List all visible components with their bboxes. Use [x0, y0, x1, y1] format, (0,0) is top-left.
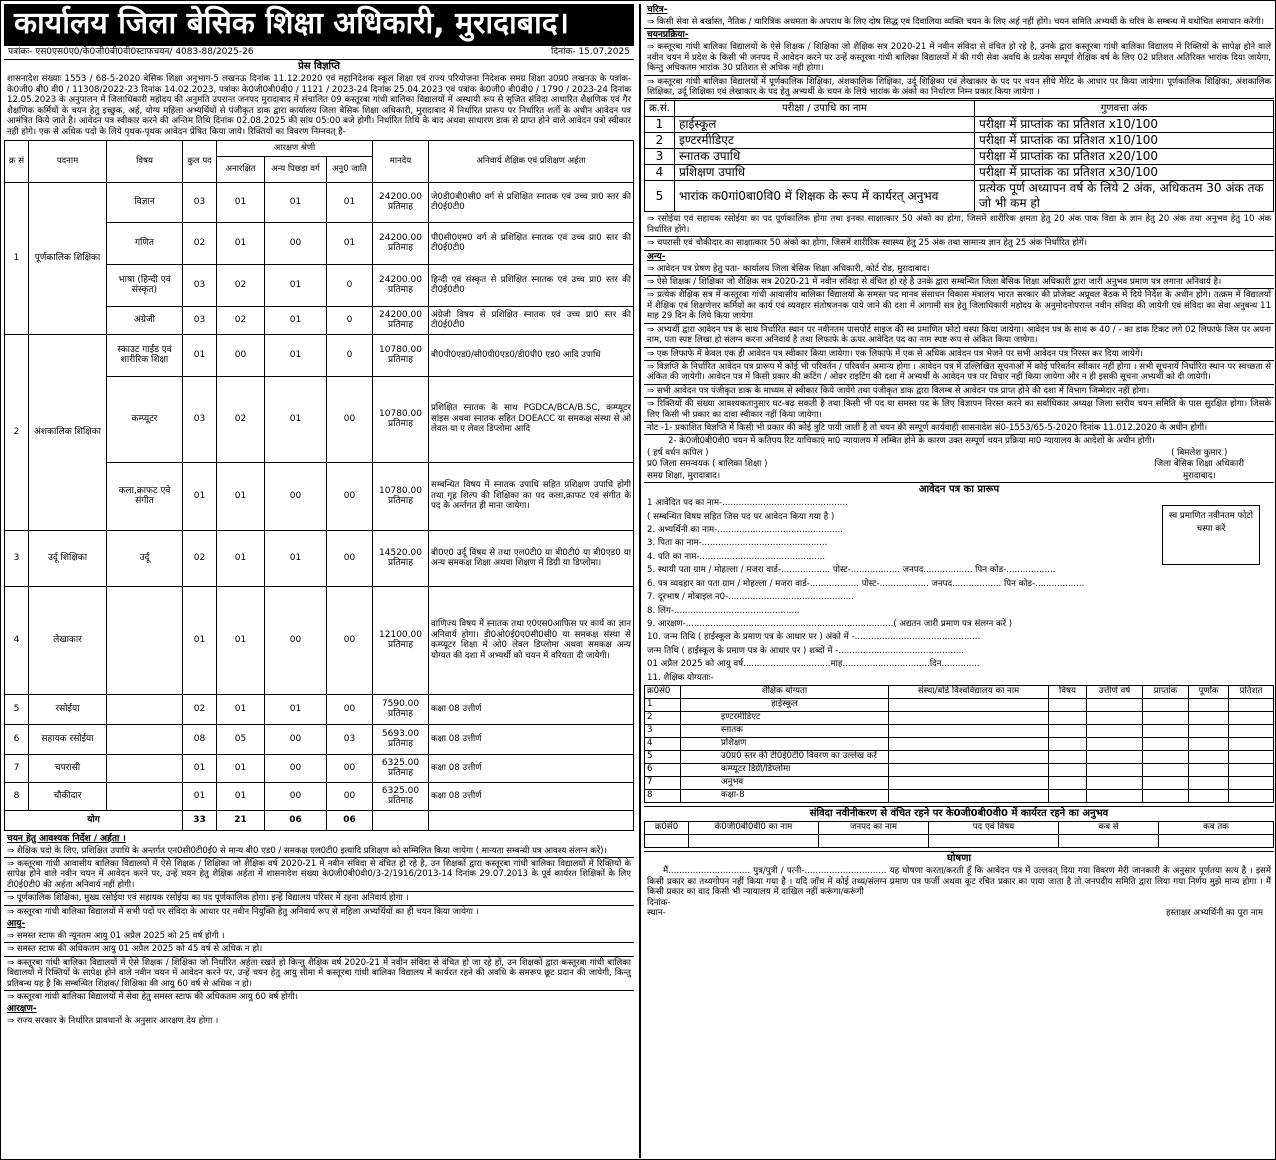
row-sc: 00: [327, 694, 373, 724]
section-heading: आरक्षण-: [7, 1004, 37, 1015]
row-post: लेखाकार: [29, 586, 107, 694]
table-row: [645, 834, 1274, 847]
list-item: ⇒ चपरासी एवं चौकीदार का साक्षात्कार 50 अंको का होगा, जिसमें शारीरिक स्वास्थ्य हेतु 25 अंक तथा सामान्य ज्ञान हेतु 25 अंक निर्धारित होगें।: [644, 237, 1274, 250]
row-pay: 24200.00 प्रतिमाह: [373, 306, 429, 334]
row-sn: 1: [645, 698, 681, 711]
row-marks: परीक्षा में प्राप्तांक का प्रतिशत x10/100: [975, 133, 1274, 149]
row-sc: 01: [327, 182, 373, 222]
row-obc: 00: [265, 724, 327, 754]
table-row: [5, 334, 634, 376]
form-line: 4. पति का नाम-..............................................: [647, 551, 826, 562]
form-line: 8. लिंग-..............................................: [647, 605, 800, 616]
total-obc: 06: [265, 810, 327, 830]
row-total: 03: [183, 264, 217, 306]
row-obc: 01: [265, 530, 327, 586]
row-sn: 1: [645, 117, 675, 133]
row-sc: 00: [327, 462, 373, 530]
col-header: जनपद का नाम: [819, 821, 929, 834]
row-sn: 4: [5, 586, 29, 694]
row-subject: स्काउट गाईड एवं शारीरिक शिक्षा: [107, 334, 183, 376]
row-sn: 4: [645, 165, 675, 181]
experience-table: [644, 821, 1274, 848]
table-row: [5, 530, 634, 586]
row-obc: 00: [265, 222, 327, 264]
signature-designation: प्र0 जिला समन्वयक ( बालिका शिक्षा ): [647, 459, 768, 470]
row-general: 01: [217, 182, 265, 222]
row-qualification: अंग्रेजी विषय से प्रशिक्षित स्नातक एवं उच्च प्रा0 स्तर की टी0ई0टी0: [429, 306, 634, 334]
row-sn: 2: [645, 711, 681, 724]
total-sc: 06: [327, 810, 373, 830]
row-sc: 00: [327, 530, 373, 586]
row-subject: अंग्रेजी: [107, 306, 183, 334]
reference-line: [4, 46, 634, 60]
row-pay: 6325.00 प्रतिमाह: [373, 782, 429, 810]
table-row: [5, 782, 634, 810]
signature-office: समग्र शिक्षा, मुरादाबाद।: [647, 470, 721, 481]
row-subject: कम्प्यूटर: [107, 376, 183, 462]
col-header: उत्तीर्ण वर्ष: [1087, 685, 1143, 698]
total-posts: 33: [183, 810, 217, 830]
signature-office: मुरादाबाद।: [1182, 470, 1216, 481]
section-heading: आयु-: [7, 919, 26, 929]
row-qualification: प्रशिक्षित स्नातक के साथ PGDCA/BCA/B.SC, कम्प्यूटर सांइस अथवा स्नातक सहित DOEACC या समकक्ष संस्था से ओ लेवल या ए लेवल डिप्लोमा आदि: [429, 376, 634, 462]
col-header: कब तक: [1159, 821, 1274, 834]
list-item: ⇒ रिक्तियों की संख्या आवश्यकतानुसार घट-बढ़ सकती है तथा किसी भी पद या समस्त पद के लिए विज्ञापन निरस्त करने का सर्वाधिकार अध्यक्ष जिला स्तरीय चयन समिति के पास सुरक्षित होगा। जिसके लिए किसी भी प्रकार का दावा स्वीकार नहीं किया जायेगा।: [644, 398, 1274, 422]
row-total: 01: [183, 334, 217, 376]
row-pay: 24200.00 प्रतिमाह: [373, 264, 429, 306]
row-sn: 3: [5, 530, 29, 586]
row-sn: 5: [645, 750, 681, 763]
row-exam: प्रशिक्षण उपाधि: [675, 165, 975, 181]
table-row: [645, 165, 1274, 181]
total-label: योग: [5, 810, 183, 830]
table-row: [5, 586, 634, 694]
row-sn: 7: [5, 754, 29, 782]
row-sc: 0: [327, 306, 373, 334]
col-header: पद एवं विषय: [929, 821, 1059, 834]
row-qualification: सम्बन्धित विषय में स्नातक उपाधि सहित प्रशिक्षण उपाधि होगी तथा गृह शिल्प की शिक्षिका का पद कला,क्राफट एवं संगीत के पद के अर्न्तगत ही माना जायेगा।: [429, 462, 634, 530]
photo-box: स्व प्रमाणित नवीनतम फोटो चस्पा करें: [1162, 505, 1260, 565]
list-item: ⇒ कस्तूरबा गांधी बालिका विद्यालयों में पूर्णकालिक शिक्षिका, अंशकालिक शिक्षिका, उर्दू शिक्षिका एवं लेखाकार के पद पर चयन सीधे मैरिट के आधार पर किया जायेगा। पूर्णकालिक शिक्षिका, अंशकालिक शिक्षिका, उर्दू शिक्षिका एवं लेखाकार के पद हेतु अभ्यर्थी के चयन के लिये भारांक के अंको का निर्धारण निम्न प्रकार किया जायेगा ।: [644, 76, 1274, 100]
form-line: 6. पत्र व्यवहार का पता ग्राम / मोहल्ला / मजरा वार्ड-.................. पोस्ट-.................. जनपद.................. पिन कोड-..................: [647, 578, 1085, 589]
list-item: ⇒ कस्तूरबा गांधी बालिका विद्यालयों में सेवा हेतु समस्त स्टाफ की अधिकतम आयु 60 वर्ष होगी।: [7, 992, 298, 1003]
row-sc: 0: [327, 334, 373, 376]
total-row: [5, 810, 634, 830]
row-pay: 10780.00 प्रतिमाह: [373, 462, 429, 530]
signature-name: ( हर्ष वर्धन कपिल ): [647, 447, 709, 458]
row-obc: 01: [265, 334, 327, 376]
row-post: चपरासी: [29, 754, 107, 782]
table-row: [645, 776, 1274, 789]
row-pay: 24200.00 प्रतिमाह: [373, 182, 429, 222]
row-pay: 24200.00 प्रतिमाह: [373, 222, 429, 264]
list-item: ⇒ कस्तूरबा गांधी बालिका विद्यालयों के ऐसे शिक्षक / शिक्षिका जो शैक्षिक सत्र 2020-21 में नवीन संविदा से वंचित हो रहे है, उनके द्वारा कस्तूरबा गांधी बालिका विद्यालय में रिक्तियों के सापेक्ष होने वाले नवीन चयन में प्रदेश के किसी भी जनपद में आवेदन करने पर उन्हें कस्तूरबा गांधी बालिका विद्यालयों में की गयी सेवा अवधि के प्रत्येक सम्पूर्ण शैक्षिक वर्ष के लिए 02 प्रतिशत अतिरिक्त भारांक दिया जायेगा, किन्तु अधिकतम भारांक 30 प्रतिशत से अधिक नही होगा।: [644, 41, 1274, 75]
declaration-place: स्थान-: [647, 908, 666, 919]
row-subject: [107, 586, 183, 694]
col-header: के0जी0बी0वी0 का नाम: [689, 821, 819, 834]
row-qualification: अनुभव: [681, 776, 889, 789]
intro-paragraph: शासनादेश संख्याः 1553 / 68-5-2020 बेसिक शिक्षा अनुभाग-5 लखनऊ दिनांक 11.12.2020 एवं महानिदेशक स्कूल शिक्षा एवं राज्य परियोजना निदेशक समग्र शिक्षा उ0प्र0 लखनऊ के पत्रांक- के0जी0 बी0 वी0 / 11308/2022-23 दिनांक 14.02.2023, पत्रांकः के0जी0बी0वी0 / 1121 / 2023-24 दिनांक 25.04.2023 एवं पत्रांक के0जी0 बी0वी0 / 1790 / 2023-24 दिनांक 12.05.2023 के अनुपालन में जिलाधिकारी महोदय की अनुमति उपरान्त जनपद मुरादाबाद में संचालित 09 कस्तूरबा गांधी बालिका विद्यालयों में अस्थायी रूप से सृजित संविदा आधारित शैक्षणिक एवं गैर शैक्षणिक कर्मियों के चयन हेतु इच्छुक, अर्ह, योग्य महिला अभ्यर्थियों से पंजीकृत डाक द्वारा कार्यालय जिला बेसिक शिक्षा अधिकारी, मुरादाबाद में निर्धारित प्रारूप पर निर्धारित शर्तो के अधीन आवेदन पत्र आमंत्रित किये जाते है। आवेदन पत्र स्वीकार करने की अन्तिम तिथि दिनांक 02.08.2025 की सांय 05:00 बजे होगी। निर्धारित तिथि के बाद अथवा साधारण डाक से प्राप्त होने वाले आवेदन पत्रो स्वीकार नही होगे। एक से अधिक पदो के लिये पृथक-पृथक आवेदन प्रेषित किया जाये। रिक्तियों का विवरण निम्नवत् है-: [7, 74, 631, 137]
col-header: पूर्णांक: [1189, 685, 1229, 698]
qualification-table: [644, 685, 1274, 803]
row-total: 03: [183, 306, 217, 334]
list-item: ⇒ पूर्णकालिक शिक्षिका, मुख्य रसोईया एवं सहायक रसोईया का पद पूर्णकालिक होगा। इन्हें विद्यालय परिसर में रहना अनिवार्य होगा ।: [4, 892, 634, 905]
row-sn: 5: [645, 181, 675, 212]
section-heading: चयनप्रक्रिया-: [647, 30, 689, 41]
right-column: [639, 4, 1274, 1158]
row-post: उर्दू शिक्षिका: [29, 530, 107, 586]
table-row: [645, 698, 1274, 711]
row-general: 01: [217, 462, 265, 530]
col-header: प्रतिशत: [1229, 685, 1274, 698]
row-sn: 3: [645, 724, 681, 737]
press-release-title: प्रेस विज्ञप्ति: [298, 61, 340, 72]
row-qualification: कक्षा 08 उत्तीर्ण: [429, 694, 634, 724]
row-qualification: हिन्दी एवं संस्कृत से प्रशिक्षित स्नातक एवं उच्च प्रा0 स्तर की टी0ई0टी0: [429, 264, 634, 306]
row-total: 01: [183, 462, 217, 530]
list-item: ⇒ एक लिफाफे में केवल एक ही आवेदन पत्र स्वीकार किया जायेगा। एक लिफाफे में एक से अधिक आवेदन पत्र भेजने पर सभी आवेदन पत्र निरस्त कर दिया जायेगें।: [644, 348, 1274, 361]
col-pay: मानदेय: [373, 140, 429, 182]
list-item: ⇒ आवेदन पत्र प्रेषण हेतु पता- कार्यालय जिला बेसिक शिक्षा अधिकारी, कोर्ट रोड, मुरादाबाद।: [644, 263, 1274, 276]
row-qualification: कक्षा 08 उत्तीर्ण: [429, 782, 634, 810]
row-sn: 8: [5, 782, 29, 810]
table-row: [645, 133, 1274, 149]
row-post: चौकीदार: [29, 782, 107, 810]
row-qualification: कक्षा 08 उत्तीर्ण: [429, 724, 634, 754]
instructions-list: [4, 845, 634, 918]
row-pay: 10780.00 प्रतिमाह: [373, 376, 429, 462]
merit-table: [644, 100, 1274, 212]
col-header: विषय: [1049, 685, 1087, 698]
table-row: [645, 685, 1274, 698]
row-sn: 6: [645, 763, 681, 776]
table-row: [645, 724, 1274, 737]
table-row: [645, 737, 1274, 750]
row-qualification: वाणिज्य विषय में स्नातक तथा ए0एस0आफिस पर कार्य का ज्ञान अनिवार्य होगा। डी0ओ0ई0ए0सी0सी0 या समकक्ष संस्था से कम्प्यूटर शिक्षा में ओ0 लेवल डिप्लोमा अथवा समकक्ष अन्य योग्यत की दशा में अभ्यर्थी को चयन में वरियता दी जायेगी।: [429, 586, 634, 694]
letter-number: पत्रांकः- एस0एस0ए0/के0जी0बी0वी0स्टाफचयन/ 4083-88/2025-26: [8, 47, 254, 57]
row-qualification: कक्षा 08 उत्तीर्ण: [429, 754, 634, 782]
row-subject: [107, 724, 183, 754]
signature-designation: जिला बेसिक शिक्षा अधिकारी: [1154, 459, 1244, 470]
table-row: [645, 821, 1274, 834]
table-row: [645, 750, 1274, 763]
signature-left: [647, 448, 767, 483]
table-row: [5, 694, 634, 724]
form-line: 9. आरक्षण-............................................................................( अद्यतन जारी प्रमाण पत्र संलग्न करें ): [647, 618, 1013, 629]
row-sn: 2: [5, 334, 29, 530]
form-line: 10. जन्म तिथि ( हाईस्कूल के प्रमाण पत्र के आधार पर ) अंको में -..............................................: [647, 632, 981, 643]
form-line: 1 आवेदित पद का नाम-..............................................: [647, 498, 848, 509]
list-item: ⇒ समस्त स्टाफ की अधिकतम आयु 01 अप्रैल 2025 को 45 वर्ष से अधिक न हो।: [4, 943, 634, 956]
row-subject: कला,क्राफट एवे संगीत: [107, 462, 183, 530]
row-post: सहायक रसोईया: [29, 724, 107, 754]
row-subject: [107, 754, 183, 782]
row-sn: 5: [5, 694, 29, 724]
row-total: 03: [183, 376, 217, 462]
row-qualification: बी0पी0एड0/सी0पी0एड0/डी0पी0 एड0 आदि उपाधि: [429, 334, 634, 376]
col-exam: परीक्षा / उपाधि का नाम: [675, 101, 975, 117]
note-1: नोट -1- प्रकाशित विज्ञप्ति में किसी भी प्रकार की कोई त्रुटि पायी जाती है तो चयन की सम्पूर्ण कार्यवाही शासनादेश सं0-1553/65-5-2020 दिनांक 11.012.2020 के अधीन होगी।: [644, 422, 1274, 435]
left-column: [4, 4, 634, 1158]
list-item: ⇒ सभी आवेदन पत्र पंजीकृत डाक के माध्यम से स्वीकार किये जायेंगे तथा पंजीकृत डाक द्वारा विलम्ब से आवेदन पत्र प्राप्त होने की दशा में विभाग जिम्मेदार नहीं होगा।: [644, 385, 1274, 398]
section-heading: चरित्र-: [647, 5, 668, 15]
row-pay: 6325.00 प्रतिमाह: [373, 754, 429, 782]
form-line: जन्म तिथि ( हाईस्कूल के प्रमाण पत्र के आधार पर ) शब्दों में -..............................................: [647, 645, 964, 656]
row-qualification: जे0डी0बी0सी0 वर्ग से प्रशिक्षित स्नातक एवं उच्च प्रा0 स्तर की टी0ई0टी0: [429, 182, 634, 222]
row-marks: परीक्षा में प्राप्तांक का प्रतिशत x10/100: [975, 117, 1274, 133]
row-sc: 00: [327, 376, 373, 462]
row-general: 01: [217, 586, 265, 694]
list-item: ⇒ प्रत्येक शैक्षिक सत्र में कस्तूरबा गांधी आवासीय बालिका विद्यालयों के समस्त पद मानव संसाधन विकास मंत्रालय भारत सरकार की प्रोजेक्ट अप्रूवल बैठक में दिये निर्देश के अधीन होंगे। तत्क्रम में विद्यालयों में शैक्षिक एवं शिक्षणेत्तर कर्मियों का कार्य एवं व्यवहार संतोषजनक पाये जाने की दशा में आगामी सत्र हेतु जिलाधिकारी महोदय के अनुमोदनोपरान्त नवीन संविदा की जायेगी एवं संविदा का सेवा अनुबन्ध 11 माह 29 दिन के लिये किया जायेगा: [644, 289, 1274, 323]
row-obc: 01: [265, 264, 327, 306]
col-obc: अन्य पिछड़ा वर्ग: [265, 156, 327, 182]
section-heading: अन्य-: [647, 251, 666, 262]
col-subject: विषय: [107, 140, 183, 182]
row-total: 01: [183, 754, 217, 782]
row-sn: 2: [645, 133, 675, 149]
row-obc: 00: [265, 782, 327, 810]
col-header: प्राप्तांक: [1143, 685, 1189, 698]
experience-title: संविदा नवीनीकरण से वंचित रहने पर के0जी0बी0वी0 में कार्यरत रहने का अनुभव: [644, 806, 1274, 821]
col-header: कब से: [1059, 821, 1159, 834]
row-post: पूर्णकालिक शिक्षिका: [29, 182, 107, 334]
declaration-title: घोषणा: [644, 851, 1274, 866]
row-obc: 00: [265, 462, 327, 530]
declaration-text: मैं.............................. पुत्र/पुत्री / पत्नी-.............................. यह घोषणा करता/करती हूँ कि आवेदन पत्र में उल्लवत् दिया गया विवरण मेरी जानकारी के अनुसार पूर्णतया सत्य है । इसमें किसी प्रकार का तथ्यगोपन नहीं किया गया है । यदि जॉच में कोई तथ्य/संलग्न प्रमाण पत्र फर्जी अथवा कूट रचित प्रकार का पाया जाता है तो जनपदीय समिति द्वारा लिया गया निर्णय मुझे मान्य होगा । मैं किसी प्रकार का वाद किसी भी न्यायालय में दाखिल नहीं करूंगा/करूंगी: [647, 865, 1271, 898]
list-item: ⇒ समस्त स्टाफ की न्यूनतम आयु 01 अप्रैल 2025 को 25 वर्ष होगी ।: [4, 930, 634, 943]
table-row: [5, 754, 634, 782]
table-row: [5, 182, 634, 222]
list-item: ⇒ रसोईया एवं सहायक रसोईया का पद पूर्णकालिक होगा तथा इनका साक्षात्कार 50 अंको का होगा, जिसमें शारीरिक क्षमता हेतु 20 अंक पाक विद्या के ज्ञान हेतु 20 अंक तथा अनुभव हेतु 10 अंक निर्धारित होंगे।: [644, 213, 1274, 237]
col-header: संस्था/बोर्ड विश्वविद्यालय का नाम: [889, 685, 1049, 698]
form-line: ( सम्बन्धित विषय सहित जिस पद पर आवेदन किया गया है ): [647, 511, 835, 522]
row-general: 02: [217, 376, 265, 462]
row-qualification: पी0सी0एम0 वर्ग से प्रशिक्षित स्नातक एवं उच्च प्रा0 स्तर की टी0ई0टी0: [429, 222, 634, 264]
col-sn: क्र.सं.: [645, 101, 675, 117]
form-line: 2. अभ्यर्थिनी का नाम-..............................................: [647, 525, 843, 536]
list-item: ⇒ अभ्यर्थी द्वारा आवेदन पत्र के साथ निर्धारित स्थान पर नवीनतम पासपोर्ट साइज की स्व प्रमाणित फोटो चस्पा किया जायेगा। आवेदन पत्र के साथ रू 40 / - का डाक टिकट लगे 02 लिफाफे जिस पर अपना नाम, पता स्पष्ट लिखा हो संलग्न करना अनिवार्य है तथा लिफाफे के ऊपर आवेदित पद का नाम स्पष्ट रूप से अंकित किया जायेगा।: [644, 324, 1274, 348]
table-row: [645, 711, 1274, 724]
table-row: [645, 181, 1274, 212]
row-subject: उर्दू: [107, 530, 183, 586]
form-line: 7. दूरभाष / मोबाइल न0-..............................................: [647, 592, 854, 603]
row-total: 02: [183, 530, 217, 586]
row-total: 01: [183, 586, 217, 694]
row-marks: परीक्षा में प्राप्तांक का प्रतिशत x20/100: [975, 149, 1274, 165]
list-item: ⇒ राज्य सरकार के निर्धारित प्रावधानों के अनुसार आरक्षण देय होगा ।: [7, 1016, 219, 1027]
form-line: 11. शैक्षिक योग्यताः-: [647, 672, 714, 683]
col-sc: अनु0 जाति: [327, 156, 373, 182]
row-general: 02: [217, 306, 265, 334]
col-header: क्र0सं0: [645, 821, 689, 834]
col-general: अनारक्षित: [217, 156, 265, 182]
row-post: अंशकालिक शिक्षिका: [29, 334, 107, 530]
row-subject: गणित: [107, 222, 183, 264]
col-qualification: अनिवार्य शैक्षिक एवं प्रशिक्षण अर्हता: [429, 140, 634, 182]
row-qualification: उ0प्र0 स्तर की टी0ई0टी0 विवरण का उल्लेख करें: [681, 750, 889, 763]
row-sn: 6: [5, 724, 29, 754]
vacancy-table: [4, 140, 634, 831]
col-sn: क्र सं: [5, 140, 29, 182]
row-exam: स्नातक उपाधि: [675, 149, 975, 165]
row-qualification: हाईस्कूल: [681, 698, 889, 711]
row-total: 01: [183, 782, 217, 810]
form-line: 5. स्थायी पता ग्राम / मोहल्ला / मजरा वार्ड-.................. पोस्ट-.................. जनपद.................. पिन कोड-..................: [647, 565, 1056, 576]
row-sn: 1: [5, 182, 29, 334]
selection-instructions: [4, 833, 634, 1028]
form-title: आवेदन पत्र का प्रारूप: [918, 484, 1000, 496]
table-row: [5, 724, 634, 754]
letter-date: दिनांक- 15.07.2025: [551, 47, 630, 57]
list-item: ⇒ शैक्षिक पदो के लिए, प्रशिक्षित उपाधि के अन्तर्गत एन0सी0टी0ई0 से मान्य बी0 एड0 / समकक्ष एल0टी0 इत्यादि प्रशिक्षण को सम्मिलित किया जायेगा ( मान्यता सम्बन्धी पत्र आवश्य संलग्न करें)।: [4, 845, 634, 858]
row-exam: हाईस्कूल: [675, 117, 975, 133]
office-title: कार्यालय जिला बेसिक शिक्षा अधिकारी, मुरादाबाद।: [4, 4, 634, 46]
row-pay: 14520.00 प्रतिमाह: [373, 530, 429, 586]
row-marks: परीक्षा में प्राप्तांक का प्रतिशत x30/100: [975, 165, 1274, 181]
row-sn: 4: [645, 737, 681, 750]
list-item: ⇒ ऐसे शिक्षक / शिक्षिका जो शैक्षिक सत्र 2020-21 में नवीन संविदा से वंचित हो रहे है उनके द्वारा सम्बन्धित जिला बेसिक शिक्षा अधिकारी द्वारा जारी अनुभव प्रमाण पत्र लगाना अनिवार्य है।: [644, 276, 1274, 289]
list-item: ⇒ कस्तूरबा गांधी बालिका विद्यालयों में सभी पदों पर संविदा के आधार पर नवीन नियुक्ति हेतु अनिवार्य रूप से महिला अभ्यर्थियों का ही चयन किया जायेगा ।: [7, 906, 479, 917]
col-marks: गुणवत्ता अंक: [975, 101, 1274, 117]
row-total: 02: [183, 694, 217, 724]
row-post: रसोईया: [29, 694, 107, 724]
row-pay: 7590.00 प्रतिमाह: [373, 694, 429, 724]
row-total: 08: [183, 724, 217, 754]
row-exam: भारांक क0गां0बा0वि0 में शिक्षक के रूप में कार्यरत् अनुभव: [675, 181, 975, 212]
row-pay: 10780.00 प्रतिमाह: [373, 334, 429, 376]
row-marks: प्रत्येक पूर्ण अध्यापन वर्ष के लिये 2 अंक, अधिकतम 30 अंक तक जो भी कम हो: [975, 181, 1274, 212]
col-header: क्र0सं0: [645, 685, 681, 698]
row-sc: 01: [327, 222, 373, 264]
row-obc: 01: [265, 376, 327, 462]
table-row: [645, 101, 1274, 117]
row-sc: 00: [327, 782, 373, 810]
row-total: 03: [183, 182, 217, 222]
table-row: [645, 117, 1274, 133]
table-row: [645, 149, 1274, 165]
row-pay: 5693.00 प्रतिमाह: [373, 724, 429, 754]
row-sn: 8: [645, 789, 681, 802]
row-general: 01: [217, 694, 265, 724]
row-qualification: इण्टरमीडिएट: [681, 711, 889, 724]
application-form: [644, 482, 1274, 919]
row-sc: 03: [327, 724, 373, 754]
row-sc: 00: [327, 754, 373, 782]
form-line: 01 अप्रैल 2025 को आयु वर्ष................................माह................................दिन..............: [647, 659, 980, 670]
age-list: [4, 930, 634, 1003]
note-2: 2- के0जी0बी0वी0 चयन में कतिपय रिट याचिकाएं मा0 न्यायालय में लम्बित होने के कारण उक्त सम्पूर्ण चयन प्रक्रिया मा0 न्यायालय के आदेशों के अधीन होगी।: [668, 436, 1155, 447]
declaration-date: दिनांक-: [647, 897, 671, 908]
row-sn: 3: [645, 149, 675, 165]
row-sc: 00: [327, 586, 373, 694]
row-general: 01: [217, 782, 265, 810]
declaration-footer: [644, 908, 1274, 919]
row-general: 02: [217, 264, 265, 306]
total-general: 21: [217, 810, 265, 830]
row-sc: 0: [327, 264, 373, 306]
row-qualification: स्नातक: [681, 724, 889, 737]
col-reservation: आरक्षण श्रेणी: [217, 140, 373, 156]
signature-right: [1155, 448, 1245, 483]
row-qualification: कम्प्यूटर डिग्री/डिप्लोमा: [681, 763, 889, 776]
list-item: ⇒ किसी सेवा से बर्खास्त, नैतिक / चारित्रिक अधमता के अपराध के लिए दोष सिद्ध एवं दिवालिया व्यक्ति चयन के लिए अर्ह नहीं होंगे। चयन समिति अभ्यर्थी के चरित्र के सम्बन्ध में यथोचित समाधान करेगी।: [644, 16, 1274, 29]
declaration-signature: हस्ताक्षर अभ्यर्थिनी का पूरा नाम: [1165, 908, 1263, 919]
row-obc: 01: [265, 182, 327, 222]
row-qualification: कक्षा-8: [681, 789, 889, 802]
row-subject: [107, 694, 183, 724]
row-general: 01: [217, 222, 265, 264]
row-qualification: प्रशिक्षण: [681, 737, 889, 750]
col-header: शैक्षिक योग्यता: [681, 685, 889, 698]
row-obc: 01: [265, 694, 327, 724]
col-post: पदनाम: [29, 140, 107, 182]
row-subject: [107, 782, 183, 810]
row-subject: विज्ञान: [107, 182, 183, 222]
list-item: ⇒ कस्तूरबा गांधी आवासीय बालिका विद्यालयों में ऐसे शिक्षक / शिक्षिका जो शैक्षिक वर्ष 2020-21 में नवीन संविदा से वंचित हो रहे है, उन शिक्षकों द्वारा कस्तूरबा गांधी बालिका विद्यालयों में रिक्तियों के सापेक्ष होने वाले नवीन चयन में आवेदन करने पर, उन्हें चयन हेतु शैक्षिक अर्हता में शासनादेश संख्या के0जी0बी0वी0/3-2/1916/2013-14 दिनांक 29.07.2013 के पूर्व कार्यरत शिक्षिकों के लिए टी0ई0टी0 की अर्हता अनिवार्य नहीं होगी।: [4, 858, 634, 892]
row-obc: 00: [265, 754, 327, 782]
row-exam: इण्टरमीडिएट: [675, 133, 975, 149]
form-line: 3. पिता का नाम-..............................................: [647, 538, 828, 549]
row-general: 05: [217, 724, 265, 754]
table-row: [645, 763, 1274, 776]
table-row: [645, 789, 1274, 802]
row-qualification: बी0ए0 उर्दू विषय से तथा एल0टी0 या बी0टी0 या बी0एड0 या अन्य समकक्ष शिक्षा अथवा शिक्षण में डिग्री या डिप्लोमा।: [429, 530, 634, 586]
row-total: 02: [183, 222, 217, 264]
row-obc: 00: [265, 586, 327, 694]
signature-name: ( बिमलेश कुमार ): [1171, 447, 1228, 458]
list-item: ⇒ कस्तूरबा गांधी बालिका विद्यालयों में ऐसे शिक्षक / शिक्षिका जो निर्धारित अर्हता रखते हो किन्तु शैक्षिक वर्ष 2020-21 में नवीन संविदा से वंचित हो जा रहे हों, उन शिक्षकों द्वारा कस्तूरबा गांधी बालिका विद्यालयों में रिक्तियों के सापेक्ष होने वाले नवीन चयन में आवेदन करने पर, उन्हें चयन हेतु आयु सीमा में कस्तूरबा गांधी बालिका विद्यालय में कार्यरत रहने की अवधि के समरूप छूट प्रदान की जायेगी, किन्तु प्रतिबन्ध यह है कि सम्बन्धित शिक्षक/ शिक्षिका की आयु 60 वर्ष से अधिक न हो।: [4, 957, 634, 991]
row-obc: 01: [265, 306, 327, 334]
section-heading: चयन हेतु आवश्यक निर्देश / अर्हता ।: [7, 833, 126, 844]
list-item: ⇒ विज्ञप्ति के निर्धारित आवेदन पत्र प्रारूप में कोई भी परिवर्तन / परिवर्धन अमान्य होगा । आवेदन पत्र में उल्लिखित सूचनाओं में कोई परिवर्तन स्वीकार नहीं होगा । सभी सूचनायें निर्धारित स्थान पर स्वच्छता से अंकित की जायेगी। आवेदन पत्र में किसी प्रकार की कटिंग / ओवर राइटिंग की दशा में अभ्यर्थी के आवेदन पत्र पर विचार नहीं किया जायेगा और न ही इसकी सूचना अभ्यर्थी को दी जायेगी।: [644, 361, 1274, 385]
row-general: 01: [217, 754, 265, 782]
row-subject: भाषा (हिन्दी एवं संस्कृत): [107, 264, 183, 306]
row-general: 01: [217, 530, 265, 586]
col-total: कुल पद: [183, 140, 217, 182]
row-pay: 12100.00 प्रतिमाह: [373, 586, 429, 694]
row-sn: 7: [645, 776, 681, 789]
row-general: 00: [217, 334, 265, 376]
signature-block: [644, 448, 1274, 483]
